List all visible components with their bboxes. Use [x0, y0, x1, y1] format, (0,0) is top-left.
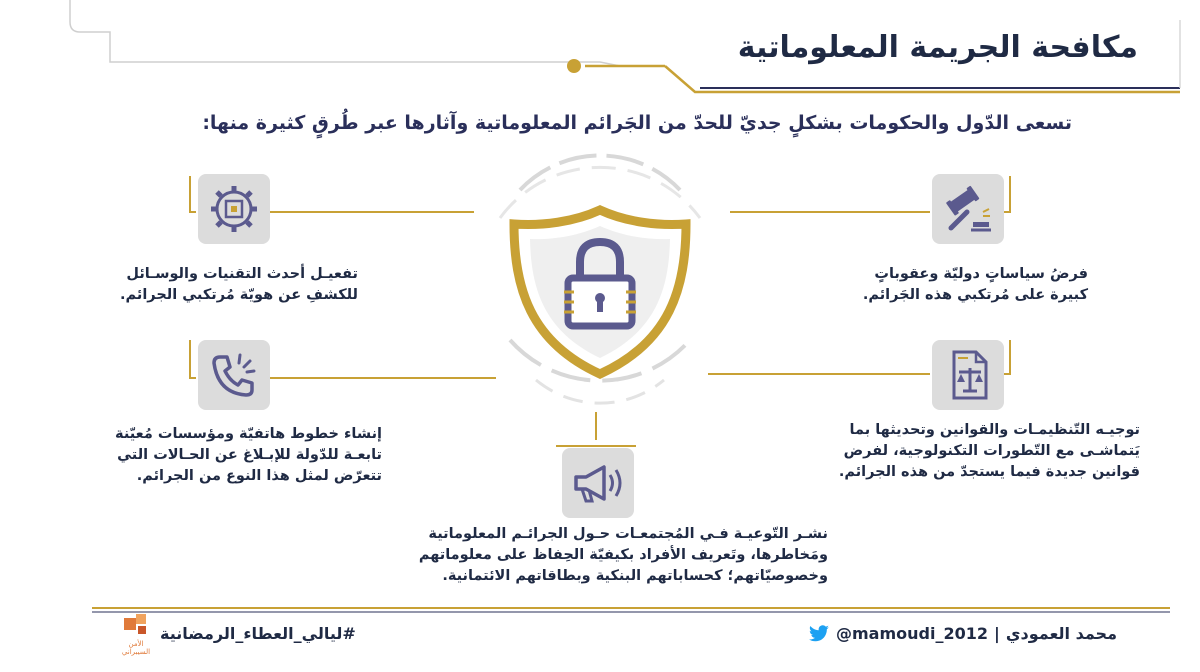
- point-regulations-text: [839, 420, 1140, 483]
- logo-caption: الأمن السيبراني: [121, 640, 151, 656]
- megaphone-icon: [570, 459, 626, 507]
- point-sanctions-line: كبيرة على مُرتكبي هذه الجَرائم.: [862, 287, 1088, 303]
- twitter-icon: [808, 625, 830, 643]
- point-tech-line: للكشفِ عن هويّة مُرتكبي الجرائم.: [120, 287, 358, 303]
- point-regulations-line: توجيـه التّنظيمـات والقوانين وتحديثها بما: [849, 422, 1140, 438]
- gavel-icon: [941, 182, 995, 236]
- point-hotlines-line: تابعـة للدّولة للإبـلاغ عن الحـالات التي: [117, 447, 382, 463]
- page-title: مكافحة الجريمة المعلوماتية: [737, 30, 1138, 65]
- point-regulations-line: يَتماشـى مع التّطورات التكنولوجية، لفرض: [843, 443, 1140, 459]
- point-tech-line: تفعيـل أحدث التقنيات والوسـائل: [126, 266, 358, 282]
- shield-lock-icon: [504, 204, 696, 380]
- point-awareness-line: ومَخاطرها، وتَعريف الأفراد بكيفيّة الحِفاظ على معلوماتهم: [418, 547, 828, 563]
- hashtag[interactable]: #ليالي_العطاء_الرمضانية: [160, 624, 356, 643]
- gear-chip-icon: [207, 182, 261, 236]
- cybersecurity-logo: [118, 612, 154, 642]
- awareness-icon-box: [562, 448, 634, 518]
- point-sanctions-line: فرضُ سياساتٍ دوليّة وعقوباتٍ: [874, 266, 1088, 282]
- point-hotlines-line: تتعرّض لمثل هذا النوع من الجرائم.: [136, 468, 382, 484]
- point-hotlines-text: [115, 424, 382, 487]
- tech-icon-box: [198, 174, 270, 244]
- law-document-icon: [942, 348, 994, 402]
- author-credit: [808, 624, 1117, 643]
- point-awareness-line: وخصوصيّاتهم؛ كحساباتهم البنكية وبطاقاتهم الائتمانية.: [442, 568, 828, 584]
- point-awareness-line: نشـر التّوعيـة فـي المُجتمعـات حـول الجرائـم المعلوماتية: [428, 526, 828, 542]
- point-tech-text: [120, 264, 358, 306]
- sanctions-icon-box: [932, 174, 1004, 244]
- point-hotlines-line: إنشاء خطوط هاتفيّة ومؤسسات مُعيّنة: [115, 426, 382, 442]
- hotlines-icon-box: [198, 340, 270, 410]
- point-sanctions-text: [863, 264, 1088, 306]
- point-regulations-line: قوانين جديدة فيما يستجدّ من هذه الجرائم.: [838, 464, 1140, 480]
- author-name: محمد العمودي: [1005, 624, 1117, 643]
- point-awareness-text: [419, 524, 828, 587]
- regulations-icon-box: [932, 340, 1004, 410]
- twitter-handle[interactable]: @mamoudi_2012: [836, 624, 988, 643]
- phone-icon: [208, 349, 260, 401]
- subtitle: تسعى الدّول والحكومات بشكلٍ جديّ للحدّ من الجَرائم المعلوماتية وآثارها عبر طُرقٍ كثيرة منها:: [202, 112, 1072, 134]
- footer-separator: |: [994, 624, 1000, 643]
